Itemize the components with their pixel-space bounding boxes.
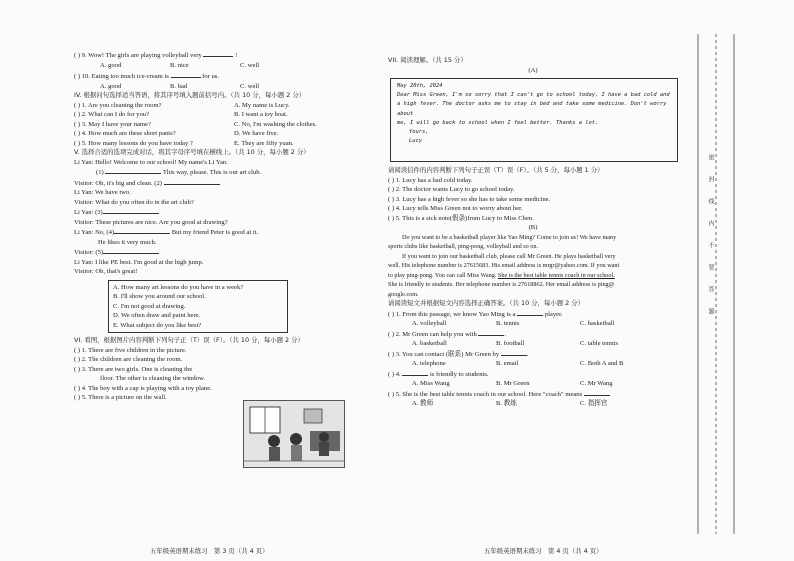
answer-blank[interactable] xyxy=(402,369,428,376)
left-column xyxy=(74,50,374,403)
part-b-label: (B) xyxy=(528,224,538,231)
answer-blank[interactable] xyxy=(164,178,220,185)
part-a-items: ( ) 1. Lucy has a bad cold today. ( ) 2. The doctor wants Lucy to go school today. ( ) 3. Lucy has a high fever so she has to take some medicine. ( ) 4. Lucy tells Miss Green not to worry about her. ( ) 5. This is a sick note(假条)from Lucy to Miss Chen. xyxy=(388,176,551,222)
answer-blank[interactable] xyxy=(103,247,159,254)
q10-options: A. good B. bad C. well xyxy=(100,82,260,90)
q9: ( ) 9. Wow! The girls are playing volleyball very ! xyxy=(74,52,238,59)
answer-blank[interactable] xyxy=(105,167,161,174)
section-4-items: ( ) 1. Are you cleaning the room? A. My name is Lucy. ( ) 2. What can I do for you? B. I want a toy boat. ( ) 3. May I have your name? C. No, I'm washing the clothes. ( ) 4. How much are these short pants? D. We have five. ( ) 5. How many lessons do you have today ? E. They are fifty yuan. xyxy=(74,101,317,147)
passage: Do you want to be a basketball player like Yao Ming? Come to join us! We have many sports clubs like basketball, ping-pong, volleyball and so on. If you want to join our basketball club, please call Mr Green. He plays basketball very well. His telephone number is 27615683. His email address is mrgr@yahoo.com. If you want to play ping-pong. You can call Miss Wang. She is the best table tennis coach in our school. She is friendly to students. Her telephone number is 27618862. Her email address is ping@ google.com. xyxy=(388,233,620,298)
options-box: A. How many art lessons do you have in a week? B. I'll show you around our school. C. I'm not good at drawing. D. We often draw and paint here. E. What subject do you like best? xyxy=(108,280,288,334)
page-footer-right: 五年级英语期末练习 第 4 页（共 4 页） xyxy=(484,547,603,555)
answer-blank[interactable] xyxy=(203,50,233,57)
binding-line-notice: 密 封 线 内 不 要 答 题 xyxy=(707,154,714,319)
answer-blank[interactable] xyxy=(114,227,170,234)
dialogue: Li Yan: Hello! Welcome to our school! My name's Li Yan. (1) This way, please. This is our art club. Visitor: Oh, it's big and clean. (2) Li Yan: We have two. Visitor: What do you often do in the art club? Li Yan: (3) Visitor: These pictures are nice. Are you good at drawing? Li Yan: No, (4) But my friend Peter is good at it. He likes it very much. Visitor: (5) Li Yan: I like PE best. I'm good at the high jump. Visitor: Oh, that's great! xyxy=(74,158,262,275)
answer-blank[interactable] xyxy=(103,207,159,214)
section-5-title: V. 选择合适的选项完成对话，将其字母序号填在横线上。（共 10 分，每小题 2 分） xyxy=(74,148,310,156)
section-4-title: IV. 根据问句选择适当答语，将其序号填入题前括号内。（共 10 分，每小题 2 分） xyxy=(74,91,306,99)
part-b-items: ( ) 1. From this passage, we know Yao Ming is a player. A. volleyball B. tennis C. basketball ( ) 2. Mr Green can help you with . A. basketball B. football C. table tennis ( ) 3. You can contact (联系) Mr Green by . A. telephone B. email C. Both A and B ( ) 4. is friendly to students. A. Miss Wang B. Mr Green C. Mr Wang ( ) 5. She is the best table tennis coach in our school. Here "coach" means A. 教师 B. 教练 C. 指挥官 xyxy=(388,310,624,407)
section-6-title: VI. 看图，根据图片内容判断下列句子正（T）误（F）。（共 10 分，每小题 2 分） xyxy=(74,336,304,344)
answer-blank[interactable] xyxy=(517,309,543,316)
q9-options: A. good B. nice C. well xyxy=(100,62,260,69)
part-a-label: (A) xyxy=(528,66,538,74)
binding-margin xyxy=(692,34,736,534)
answer-blank[interactable] xyxy=(171,71,201,78)
page-footer-left: 五年级英语期末练习 第 3 页（共 4 页） xyxy=(150,547,269,555)
cleaning-room-picture xyxy=(243,400,345,468)
answer-blank[interactable] xyxy=(478,329,504,336)
part-a-instruction: 请阅读信件的内容判断下列句子正误（T）误（F）。（共 5 分，每小题 1 分） xyxy=(388,166,604,174)
section-6-items: ( ) 1. There are five children in the picture. ( ) 2. The children are cleaning the room. ( ) 3. There are two girls. One is cleaning the floor. The other is cleaning the window. ( ) 4. The boy with a cap is playing with a toy plane. ( ) 5. There is a picture on the wall. xyxy=(74,346,212,401)
sick-note-letter: May 20th, 2024 Dear Miss Green, I'm so sorry that I can't go to school today, I have a bad cold and a high fever. The doctor asks me to stay in bed and take some medicine. Don't worry about me, I will go back to school when I feel better. Thanks a lot. Yours, Lucy xyxy=(390,78,678,162)
section-7-title: VII. 阅读理解。（共 15 分） xyxy=(388,56,467,64)
part-b-instruction: 请阅读短文并根据短文内容选择正确答案。（共 10 分，每小题 2 分） xyxy=(388,299,585,307)
q10: ( ) 10. Eating too much ice-cream is for us. xyxy=(74,72,220,80)
answer-blank[interactable] xyxy=(501,349,527,356)
right-column xyxy=(388,56,678,409)
answer-blank[interactable] xyxy=(584,389,610,396)
